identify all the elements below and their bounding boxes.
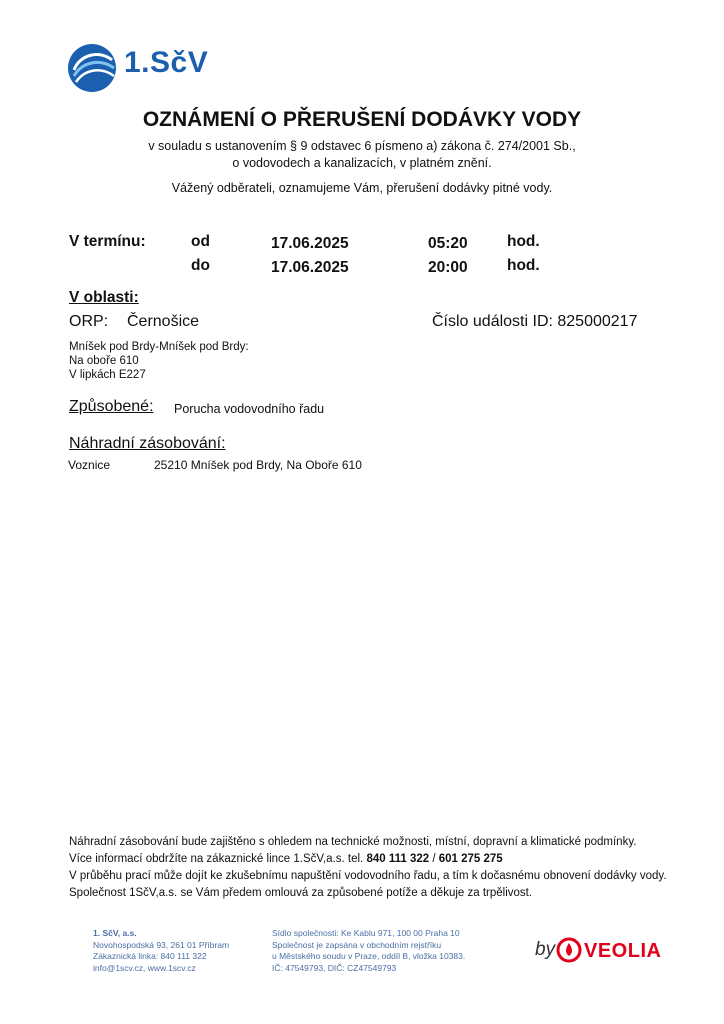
replacement-supply-location: 25210 Mníšek pod Brdy, Na Oboře 610 [154,458,362,472]
note-line-1: Náhradní zásobování bude zajištěno s ohledem na technické možnosti, místní, dopravní a klimatické podmínky. [69,836,637,848]
term-to-unit: hod. [507,257,540,274]
orp-value: Černošice [127,313,200,330]
term-to-time: 20:00 [428,259,468,276]
replacement-supply-type: Voznice [68,458,111,472]
hotline-phone-1: 840 111 322 [366,853,430,865]
note-line-3: V průběhu prací může dojít ke zkušebnímu napuštění vodovodního řadu, a tím k dočasnému obnovení dodávky vody. [69,870,667,882]
company-registration-block [272,928,465,974]
orp-label: ORP: [69,313,109,330]
note-line-4: Společnost 1SčV,a.s. se Vám předem omlouvá za způsobené potíže a děkuje za trpělivost. [69,887,533,899]
company-register-1: Společnost je zapsána v obchodním rejstříku [272,939,442,950]
term-from-date: 17.06.2025 [271,235,349,252]
veolia-logo-icon [556,937,582,963]
term-from-label: od [191,233,210,250]
company-ids: IČ: 47549793, DIČ: CZ47549793 [272,962,397,973]
company-name: 1. SčV, a.s. [93,928,137,938]
term-from-time: 05:20 [428,235,468,252]
by-label: by [535,939,556,960]
note-line-2-text: Více informací obdržíte na zákaznické lince 1.SčV,a.s. tel. [69,853,364,865]
legal-basis-line-2: o vodovodech a kanalizacích, v platném znění. [232,156,492,170]
term-from-unit: hod. [507,233,540,250]
area-label: V oblasti: [69,289,139,306]
hotline-phone-2: 601 275 275 [438,853,503,865]
company-logo-text: 1.SčV [124,46,209,79]
company-contact: info@1scv.cz, www.1scv.cz [93,962,196,973]
note-line-2 [69,853,503,865]
term-to-date: 17.06.2025 [271,259,349,276]
address-line: Mníšek pod Brdy-Mníšek pod Brdy: [69,341,249,353]
address-line: Na oboře 610 [69,355,139,367]
partner-logo-text: VEOLIA [584,940,662,962]
notice-title: OZNÁMENÍ O PŘERUŠENÍ DODÁVKY VODY [142,108,582,131]
company-address: Novohospodská 93, 261 01 Příbram [93,939,230,950]
term-to-label: do [191,257,210,274]
replacement-supply-label: Náhradní zásobování: [69,435,226,452]
company-seat: Sídlo společnosti: Ke Kablu 971, 100 00 Praha 10 [272,928,460,938]
event-id: Číslo události ID: 825000217 [432,313,638,330]
company-register-2: u Městského soudu v Praze, oddíl B, vložka 10383. [272,951,466,961]
term-label: V termínu: [69,233,146,250]
greeting: Vážený odběrateli, oznamujeme Vám, přerušení dodávky pitné vody. [171,181,553,195]
address-line: V lipkách E227 [69,369,146,381]
phone-separator: / [432,853,436,865]
cause-value: Porucha vodovodního řadu [174,402,325,416]
company-contact-block [93,928,229,974]
legal-basis-line-1: v souladu s ustanovením § 9 odstavec 6 písmeno a) zákona č. 274/2001 Sb., [148,139,576,153]
cause-label: Způsobené: [69,398,154,415]
company-hotline: Zákaznická linka: 840 111 322 [93,951,207,961]
